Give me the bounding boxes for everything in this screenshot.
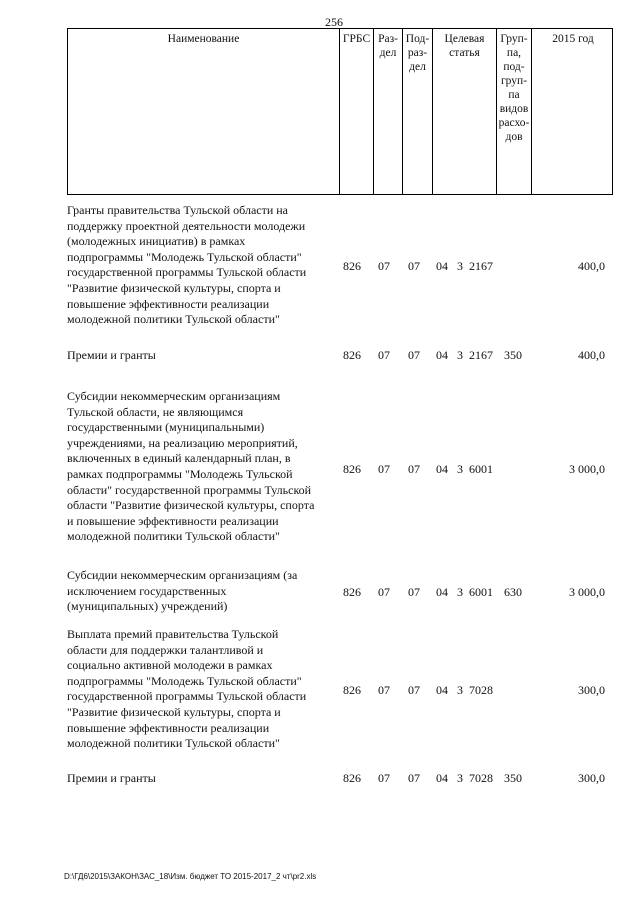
header-razdel: Раз- дел [373, 29, 402, 194]
header-vid-rashodov: Груп- па, под- груп- па видов расхо- дов [496, 29, 531, 194]
row-podrazdel: 07 [408, 683, 420, 697]
row-grbs: 826 [343, 259, 361, 273]
header-celevaya-statya: Целевая статья [432, 29, 496, 194]
row-cs-program: 04 [436, 585, 448, 599]
row-vid: 630 [504, 585, 522, 599]
row-cs-code: 2167 [469, 259, 493, 273]
row-razdel: 07 [378, 348, 390, 362]
table-row [67, 627, 613, 753]
row-cs-code: 2167 [469, 348, 493, 362]
page-number: 256 [325, 15, 343, 29]
table-row [67, 568, 613, 616]
row-cs-code: 7028 [469, 683, 493, 697]
table-row [67, 348, 613, 364]
table-row [67, 389, 613, 547]
row-cs-subprogram: 3 [457, 348, 463, 362]
row-grbs: 826 [343, 462, 361, 476]
row-razdel: 07 [378, 683, 390, 697]
row-grbs: 826 [343, 585, 361, 599]
row-amount: 400,0 [578, 259, 605, 273]
row-razdel: 07 [378, 259, 390, 273]
row-podrazdel: 07 [408, 348, 420, 362]
row-razdel: 07 [378, 462, 390, 476]
row-podrazdel: 07 [408, 259, 420, 273]
row-cs-program: 04 [436, 771, 448, 785]
table-row [67, 203, 613, 329]
row-name: Премии и гранты [67, 348, 156, 362]
row-name: Премии и гранты [67, 771, 156, 785]
row-razdel: 07 [378, 585, 390, 599]
row-vid: 350 [504, 348, 522, 362]
row-grbs: 826 [343, 348, 361, 362]
row-cs-subprogram: 3 [457, 585, 463, 599]
row-cs-program: 04 [436, 462, 448, 476]
row-name: Гранты правительства Тульской области на поддержку проектной деятельности молодежи (молодежных инициатив) в рамках подпрограммы "Молодежь Тульской области" государственной программы Тульской области "Развитие физической культуры, спорта и повышение эффективности реализации молодежной политики Тульской области" [67, 203, 307, 327]
header-grbs: ГРБС [339, 29, 373, 194]
row-amount: 400,0 [578, 348, 605, 362]
row-cs-code: 6001 [469, 585, 493, 599]
row-cs-subprogram: 3 [457, 771, 463, 785]
file-path-footer: D:\ГД6\2015\ЗАКОН\ЗАС_18\Изм. бюджет ТО 2015-2017_2 чт\pr2.xls [64, 872, 317, 881]
row-cs-program: 04 [436, 683, 448, 697]
row-amount: 3 000,0 [569, 585, 605, 599]
row-cs-program: 04 [436, 348, 448, 362]
row-cs-code: 7028 [469, 771, 493, 785]
row-podrazdel: 07 [408, 462, 420, 476]
row-cs-subprogram: 3 [457, 683, 463, 697]
row-amount: 300,0 [578, 771, 605, 785]
row-amount: 3 000,0 [569, 462, 605, 476]
table-row [67, 771, 613, 787]
row-grbs: 826 [343, 683, 361, 697]
row-cs-code: 6001 [469, 462, 493, 476]
row-cs-subprogram: 3 [457, 259, 463, 273]
header-podrazdel: Под- раз- дел [402, 29, 432, 194]
row-vid: 350 [504, 771, 522, 785]
header-year: 2015 год [531, 29, 614, 194]
row-podrazdel: 07 [408, 771, 420, 785]
row-name: Субсидии некоммерческим организациям Тульской области, не являющимся государственными (муниципальными) учреждениями, на реализацию мероприятий, включенных в единый календарный план, в рамках подпрограммы "Молодежь Тульской области" государственной программы Тульской области "Развитие физической культуры, спорта и повышение эффективности реализации молодежной политики Тульской области" [67, 389, 315, 544]
row-name: Выплата премий правительства Тульской области для поддержки талантливой и социально активной молодежи в рамках подпрограммы "Молодежь Тульской области" государственной программы Тульской области "Развитие физической культуры, спорта и повышение эффективности реализации молодежной политики Тульской области" [67, 627, 307, 751]
row-amount: 300,0 [578, 683, 605, 697]
row-podrazdel: 07 [408, 585, 420, 599]
row-cs-program: 04 [436, 259, 448, 273]
row-cs-subprogram: 3 [457, 462, 463, 476]
row-name: Субсидии некоммерческим организациям (за исключением государственных (муниципальных) учреждений) [67, 568, 298, 614]
row-grbs: 826 [343, 771, 361, 785]
table-header [67, 28, 613, 195]
header-name: Наименование [167, 33, 240, 45]
row-razdel: 07 [378, 771, 390, 785]
